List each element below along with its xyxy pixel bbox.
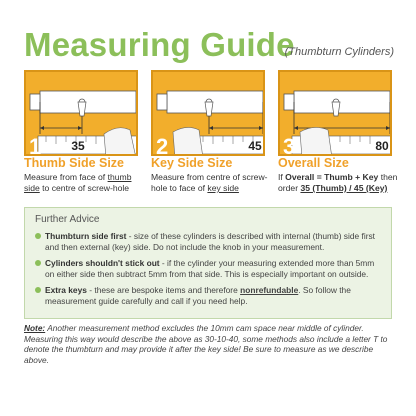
- caption-title: Key Side Size: [151, 156, 233, 170]
- panel-overall: [278, 70, 392, 156]
- header: [24, 26, 394, 70]
- panel-key-side: [151, 70, 265, 156]
- caption-description: Measure from face of thumb side to centre of screw-hole: [24, 172, 132, 193]
- caption-title: Overall Size: [278, 156, 349, 170]
- panel-reading: 45: [248, 139, 262, 153]
- thumb-side-illustration: [26, 72, 138, 156]
- note-text: Another measurement method excludes the 10mm cam space near middle of cylinder. Measuring this way would describe the above as 30-10-40, some methods also include a letter T to denote the thumbturn and may provide it after the key side! Be sure to measure as we describe above.: [24, 323, 388, 365]
- advice-item: Thumbturn side first - size of these cylinders is described with internal (thumb) side first and then external (key) side. Do not include the knob in your measurement.: [35, 231, 381, 252]
- advice-item: Cylinders shouldn't stick out - if the cylinder your measuring extended more than 5mm on either side then subtract 5mm from that side. This is especially important on outside.: [35, 258, 381, 279]
- key-side-illustration: [153, 72, 265, 156]
- caption-title: Thumb Side Size: [24, 156, 125, 170]
- panel-thumb-side: [24, 70, 138, 156]
- page-subtitle: (Thumbturn Cylinders): [284, 46, 394, 58]
- panel-number: 1: [29, 134, 42, 158]
- caption-description: Measure from centre of screw-hole to face of key side: [151, 172, 268, 193]
- panel-reading: 35: [71, 139, 85, 153]
- panel-captions: [24, 156, 398, 196]
- further-advice-box: [24, 207, 392, 319]
- page-title: Measuring Guide: [24, 26, 295, 63]
- note-label: Note:: [24, 323, 46, 333]
- panel-number: 2: [156, 134, 169, 158]
- caption-key-side: [151, 156, 273, 194]
- bullet-icon: [35, 233, 41, 239]
- caption-overall: [278, 156, 400, 194]
- advice-item: Extra keys - these are bespoke items and therefore nonrefundable. So follow the measurement guide carefully and call if you need help.: [35, 285, 381, 306]
- panel-number: 3: [283, 134, 296, 158]
- caption-description: If Overall = Thumb + Key then order 35 (Thumb) / 45 (Key): [278, 172, 398, 193]
- advice-title: Further Advice: [35, 214, 100, 225]
- footnote: [24, 323, 394, 365]
- overall-illustration: [280, 72, 392, 156]
- bullet-icon: [35, 260, 41, 266]
- illustration-panels: [24, 70, 392, 156]
- bullet-icon: [35, 287, 41, 293]
- panel-reading: 80: [375, 139, 389, 153]
- caption-thumb-side: [24, 156, 146, 194]
